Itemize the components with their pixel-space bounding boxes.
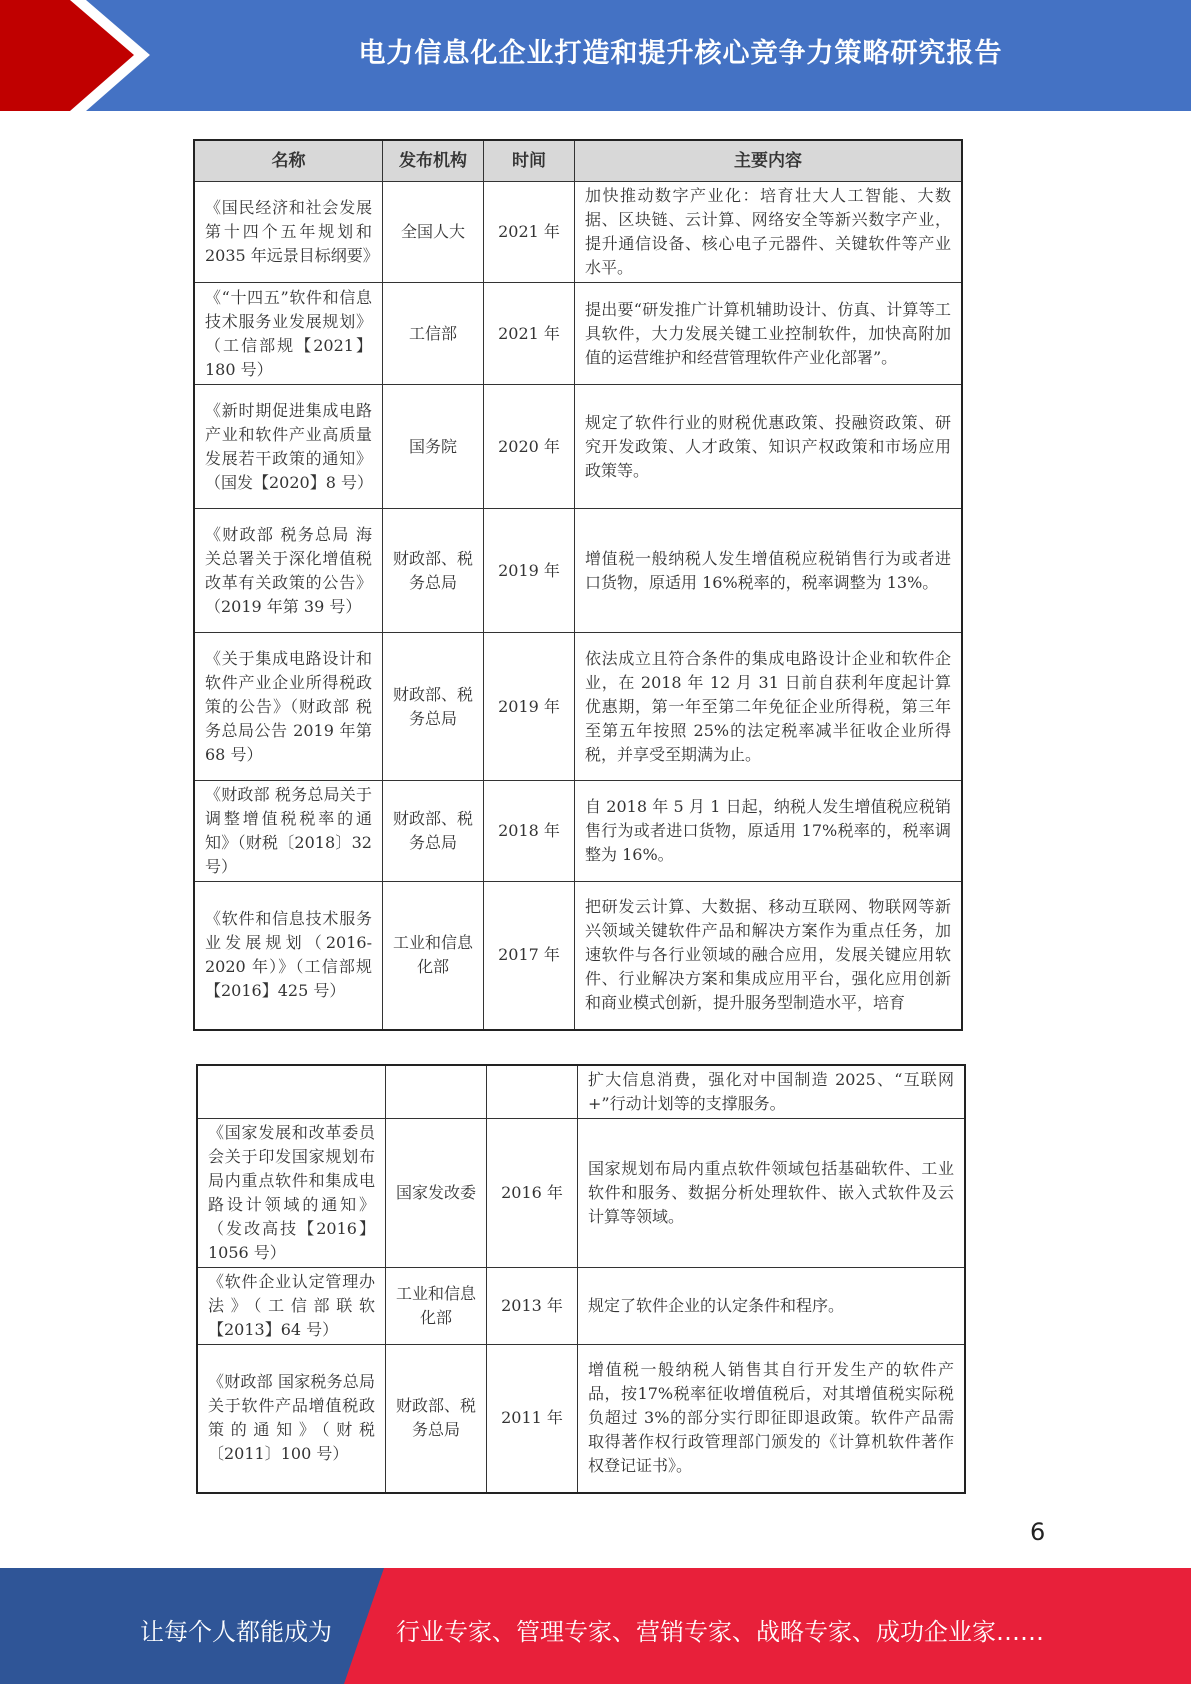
time-cell: 2013 年 — [487, 1268, 578, 1345]
policy-name-cell — [197, 1065, 386, 1119]
content-cell: 自 2018 年 5 月 1 日起，纳税人发生增值税应税销售行为或者进口货物，原适用 17%税率的，税率调整为 16%。 — [575, 781, 963, 882]
table-row — [194, 385, 962, 509]
policy-name-cell: 《国民经济和社会发展第十四个五年规划和 2035 年远景目标纲要》 — [194, 182, 383, 283]
publisher-cell: 财政部、税务总局 — [386, 1345, 487, 1493]
content-cell: 规定了软件行业的财税优惠政策、投融资政策、研究开发政策、人才政策、知识产权政策和市场应用政策等。 — [575, 385, 963, 509]
publisher-cell: 国家发改委 — [386, 1119, 487, 1268]
table-row — [194, 781, 962, 882]
time-cell: 2019 年 — [484, 633, 575, 781]
publisher-cell: 工业和信息化部 — [386, 1268, 487, 1345]
column-header-name: 名称 — [194, 140, 383, 182]
content-cell: 加快推动数字产业化：培育壮大人工智能、大数据、区块链、云计算、网络安全等新兴数字产业，提升通信设备、核心电子元器件、关键软件等产业水平。 — [575, 182, 963, 283]
policy-table-part-1 — [193, 139, 963, 1031]
policy-name-cell: 《财政部 税务总局关于调整增值税税率的通知》（财税〔2018〕32 号） — [194, 781, 383, 882]
footer-slogan-right: 行业专家、管理专家、营销专家、战略专家、成功企业家…… — [396, 1618, 1044, 1646]
header-chevron-decoration — [0, 0, 150, 111]
time-cell — [487, 1065, 578, 1119]
column-header-content: 主要内容 — [575, 140, 963, 182]
time-cell: 2018 年 — [484, 781, 575, 882]
content-cell: 增值税一般纳税人销售其自行开发生产的软件产品，按17%税率征收增值税后，对其增值税实际税负超过 3%的部分实行即征即退政策。软件产品需取得著作权行政管理部门颁发的《计算机软件著作权登记证书》。 — [578, 1345, 966, 1493]
policy-name-cell: 《新时期促进集成电路产业和软件产业高质量发展若干政策的通知》（国发【2020】8 号） — [194, 385, 383, 509]
publisher-cell: 工信部 — [383, 283, 484, 385]
policy-name-cell: 《软件企业认定管理办法》（工信部联软【2013】64 号） — [197, 1268, 386, 1345]
publisher-cell: 财政部、税务总局 — [383, 633, 484, 781]
report-title: 电力信息化企业打造和提升核心竞争力策略研究报告 — [358, 37, 1003, 69]
publisher-cell: 财政部、税务总局 — [383, 781, 484, 882]
policy-table-part-2 — [196, 1064, 966, 1494]
time-cell: 2021 年 — [484, 283, 575, 385]
table-row — [194, 633, 962, 781]
table-row — [194, 882, 962, 1030]
content-cell: 把研发云计算、大数据、移动互联网、物联网等新兴领域关键软件产品和解决方案作为重点任务，加速软件与各行业领域的融合应用，发展关键应用软件、行业解决方案和集成应用平台，强化应用创新和商业模式创新，提升服务型制造水平，培育 — [575, 882, 963, 1030]
table-row — [194, 283, 962, 385]
time-cell: 2016 年 — [487, 1119, 578, 1268]
content-cell: 规定了软件企业的认定条件和程序。 — [578, 1268, 966, 1345]
table-row — [197, 1065, 965, 1119]
page-header — [0, 0, 1191, 111]
policy-name-cell: 《关于集成电路设计和软件产业企业所得税政策的公告》（财政部 税务总局公告 2019 年第 68 号） — [194, 633, 383, 781]
publisher-cell: 财政部、税务总局 — [383, 509, 484, 633]
policy-name-cell: 《软件和信息技术服务业发展规划（2016-2020 年）》（工信部规【2016】425 号） — [194, 882, 383, 1030]
table-row — [197, 1345, 965, 1493]
table-header-row — [194, 140, 962, 182]
time-cell: 2020 年 — [484, 385, 575, 509]
policy-name-cell: 《财政部 国家税务总局关于软件产品增值税政策的通知》（财税〔2011〕100 号） — [197, 1345, 386, 1493]
publisher-cell: 工业和信息化部 — [383, 882, 484, 1030]
content-cell: 扩大信息消费，强化对中国制造 2025、“互联网+”行动计划等的支撑服务。 — [578, 1065, 966, 1119]
time-cell: 2021 年 — [484, 182, 575, 283]
footer-slogan-left: 让每个人都能成为 — [140, 1618, 332, 1646]
table-row — [197, 1119, 965, 1268]
table-row — [194, 182, 962, 283]
table-row — [194, 509, 962, 633]
column-header-org: 发布机构 — [383, 140, 484, 182]
policy-name-cell: 《国家发展和改革委员会关于印发国家规划布局内重点软件和集成电路设计领域的通知》（发改高技【2016】1056 号） — [197, 1119, 386, 1268]
time-cell: 2017 年 — [484, 882, 575, 1030]
publisher-cell: 国务院 — [383, 385, 484, 509]
publisher-cell: 全国人大 — [383, 182, 484, 283]
column-header-time: 时间 — [484, 140, 575, 182]
page-number: 6 — [1030, 1518, 1046, 1546]
policy-name-cell: 《“十四五”软件和信息技术服务业发展规划》（工信部规【2021】180 号） — [194, 283, 383, 385]
content-cell: 国家规划布局内重点软件领域包括基础软件、工业软件和服务、数据分析处理软件、嵌入式软件及云计算等领域。 — [578, 1119, 966, 1268]
policy-name-cell: 《财政部 税务总局 海关总署关于深化增值税改革有关政策的公告》（2019 年第 39 号） — [194, 509, 383, 633]
content-cell: 提出要“研发推广计算机辅助设计、仿真、计算等工具软件，大力发展关键工业控制软件，加快高附加值的运营维护和经营管理软件产业化部署”。 — [575, 283, 963, 385]
time-cell: 2011 年 — [487, 1345, 578, 1493]
content-cell: 依法成立且符合条件的集成电路设计企业和软件企业，在 2018 年 12 月 31 日前自获利年度起计算优惠期，第一年至第二年免征企业所得税，第三年至第五年按照 25%的法定税率减半征收企业所得税，并享受至期满为止。 — [575, 633, 963, 781]
time-cell: 2019 年 — [484, 509, 575, 633]
publisher-cell — [386, 1065, 487, 1119]
table-row — [197, 1268, 965, 1345]
content-cell: 增值税一般纳税人发生增值税应税销售行为或者进口货物，原适用 16%税率的，税率调整为 13%。 — [575, 509, 963, 633]
